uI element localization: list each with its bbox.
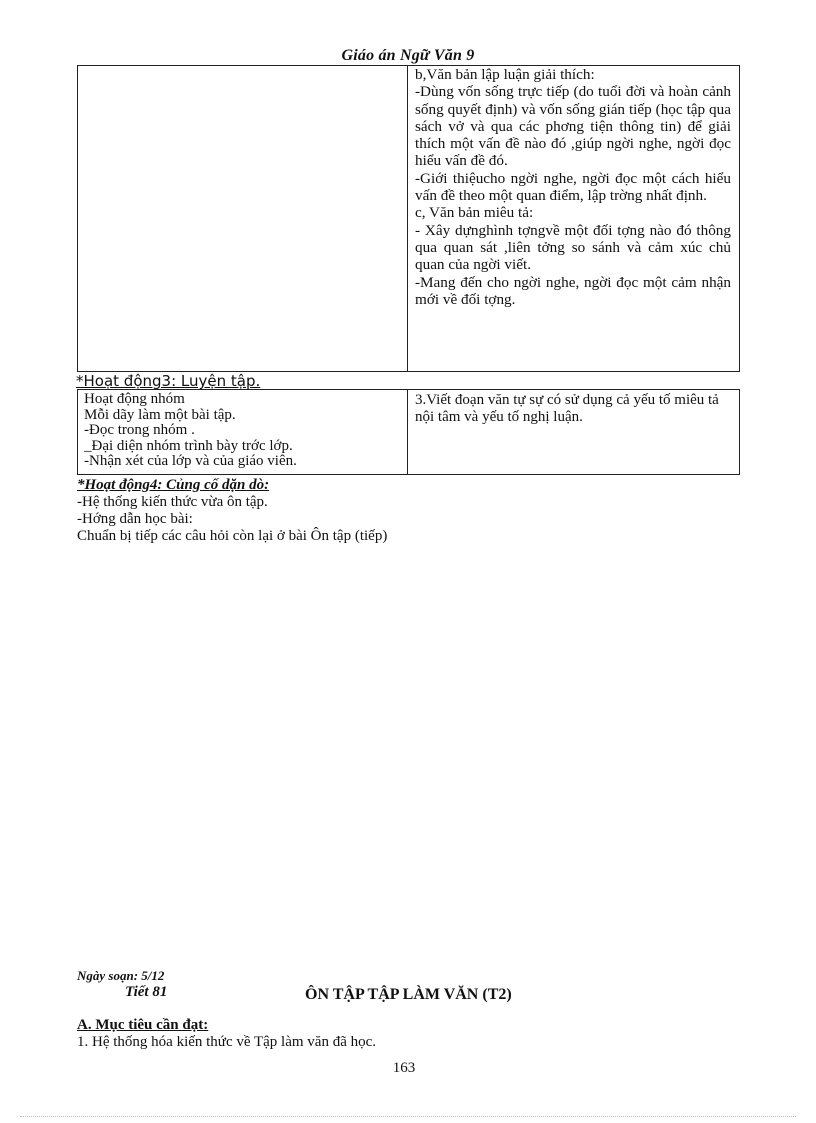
exercise-text: 3.Viết đoạn văn tự sự có sử dụng cả yếu tố miêu tả nội tâm và yếu tố nghị luận. (415, 392, 719, 425)
lesson-period: Tiết 81 (125, 984, 168, 1000)
text-line: Hoạt động nhóm (84, 391, 185, 407)
text-line: _Đại diện nhóm trình bày trớc lớp. (84, 437, 293, 454)
summary-table (77, 65, 740, 372)
summary-table-right-cell (408, 66, 740, 372)
lesson-date: Ngày soạn: 5/12 (77, 968, 165, 983)
section-a-heading: A. Mục tiêu cần đạt: (77, 1017, 209, 1033)
page-header-title: Giáo án Ngữ Văn 9 (341, 47, 475, 64)
activity4-line: -Hệ thống kiến thức vừa ôn tập. (77, 494, 268, 510)
text-line: -Nhận xét của lớp và của giáo viên. (84, 453, 297, 470)
footer-dotted-rule (20, 1116, 796, 1117)
page-number: 163 (392, 1060, 416, 1076)
activity3-heading: *Hoạt động3: Luyện tập. (76, 372, 261, 390)
text-line: Mỗi dãy làm một bài tập. (84, 406, 236, 423)
text-line: -Mang đến cho ngời nghe, ngời đọc một cảm nhận mới về đối tợng. (415, 273, 731, 308)
activity4-line: Chuẩn bị tiếp các câu hỏi còn lại ở bài Ôn tập (tiếp) (77, 528, 388, 544)
text-line: -Đọc trong nhóm . (84, 422, 195, 439)
text-line: c, Văn bản miêu tả: (415, 204, 534, 222)
practice-table (77, 389, 740, 475)
text-line: b,Văn bản lập luận giải thích: (415, 66, 595, 83)
practice-table-right-cell (408, 390, 740, 475)
text-line: - Xây dựnghình tợngvề một đối tợng nào đó thông qua quan sát ,liên tởng so sánh và cảm xúc chủ quan của ngời viết. (415, 221, 731, 274)
text-line: -Giới thiệucho ngời nghe, ngời đọc một cách hiểu vấn đề theo một quan điểm, lập trờng nhất định. (415, 169, 731, 205)
lesson-title: ÔN TẬP TẬP LÀM VĂN (T2) (305, 986, 512, 1003)
activity4-line: -Hớng dẫn học bài: (77, 511, 193, 527)
practice-table-left-cell (78, 390, 408, 475)
activity4-heading: *Hoạt động4: Củng cố dặn dò: (77, 477, 270, 493)
text-line: -Dùng vốn sống trực tiếp (do tuổi đời và hoàn cảnh sống quyết định) và vốn sống gián tiếp (học tập qua sách vở và qua các phơng tiện thông tin) để giải thích một vấn đề nào đó ,giúp ngời nghe, ngời đọc hiểu vấn đề đó. (415, 83, 731, 170)
summary-table-left-cell (78, 66, 408, 372)
section-a-item: 1. Hệ thống hóa kiến thức về Tập làm văn đã học. (77, 1034, 377, 1050)
